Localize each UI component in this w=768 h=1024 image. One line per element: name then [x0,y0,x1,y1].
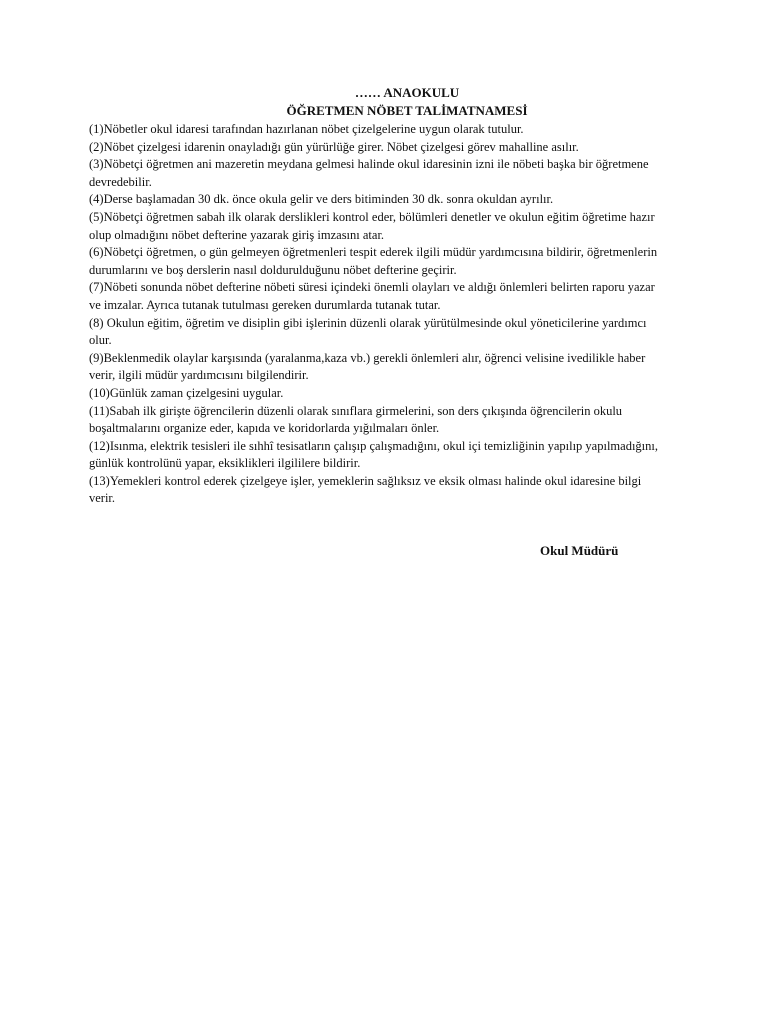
regulation-list [89,121,689,508]
school-name-heading: …… ANAOKULU [354,85,460,100]
regulation-item-10: (10)Günlük zaman çizelgesini uygular. [89,385,284,400]
document-page [89,84,689,508]
regulation-item-2: (2)Nöbet çizelgesi idarenin onayladığı gün yürürlüğe girer. Nöbet çizelgesi görev mahalline asılır. [89,139,579,154]
principal-signature-label: Okul Müdürü [540,543,619,558]
regulation-item-11: (11)Sabah ilk girişte öğrencilerin düzenli olarak sınıflara girmelerini, son ders çıkışında öğrencilerin okulu boşaltmalarını organize eder, kapıda ve koridorlarda yığılmaları önler. [89,403,623,436]
regulation-item-6: (6)Nöbetçi öğretmen, o gün gelmeyen öğretmenleri tespit ederek ilgili müdür yardımcısına bildirir, öğretmenlerin durumlarını ve boş derslerin nasıl doldurulduğunu nöbet defterine geçirir. [89,245,658,277]
regulation-item-13: (13)Yemekleri kontrol ederek çizelgeye işler, yemeklerin sağlıksız ve eksik olması halinde okul idaresine bilgi verir. [89,473,642,506]
regulation-item-1: (1)Nöbetler okul idaresi tarafından hazırlanan nöbet çizelgelerine uygun olarak tutulur. [89,122,524,136]
regulation-item-8: (8) Okulun eğitim, öğretim ve disiplin gibi işlerinin düzenli olarak yürütülmesinde okul yöneticilerine yardımcı olur. [89,315,647,348]
regulation-item-9: (9)Beklenmedik olaylar karşısında (yaralanma,kaza vb.) gerekli önlemleri alır, öğrenci velisine ivedilikle haber verir, ilgili müdür yardımcısını bilgilendirir. [89,350,646,383]
regulation-item-3: (3)Nöbetçi öğretmen ani mazeretin meydana gelmesi halinde okul idaresinin izni ile nöbeti başka bir öğretmene devredebilir. [89,157,649,189]
document-title: ÖĞRETMEN NÖBET TALİMATNAMESİ [286,103,528,118]
regulation-item-7: (7)Nöbeti sonunda nöbet defterine nöbeti süresi içindeki önemli olayları ve aldığı önlemleri belirten raporu yazar ve imzalar. Ayrıca tutanak tutulması gereken durumlarda tutanak tutar. [89,280,655,312]
regulation-item-12: (12)Isınma, elektrik tesisleri ile sıhhî tesisatların çalışıp çalışmadığını, okul içi temizliğinin yapılıp yapılmadığını, günlük kontrolünü yapar, eksiklikleri ilgililere bildirir. [89,438,658,471]
regulation-item-5: (5)Nöbetçi öğretmen sabah ilk olarak derslikleri kontrol eder, bölümleri denetler ve okulun eğitim öğretime hazır olup olmadığını nöbet defterine yazarak giriş imzasını atar. [89,209,655,242]
regulation-item-4: (4)Derse başlamadan 30 dk. önce okula gelir ve ders bitiminden 30 dk. sonra okuldan ayrılır. [89,192,554,207]
